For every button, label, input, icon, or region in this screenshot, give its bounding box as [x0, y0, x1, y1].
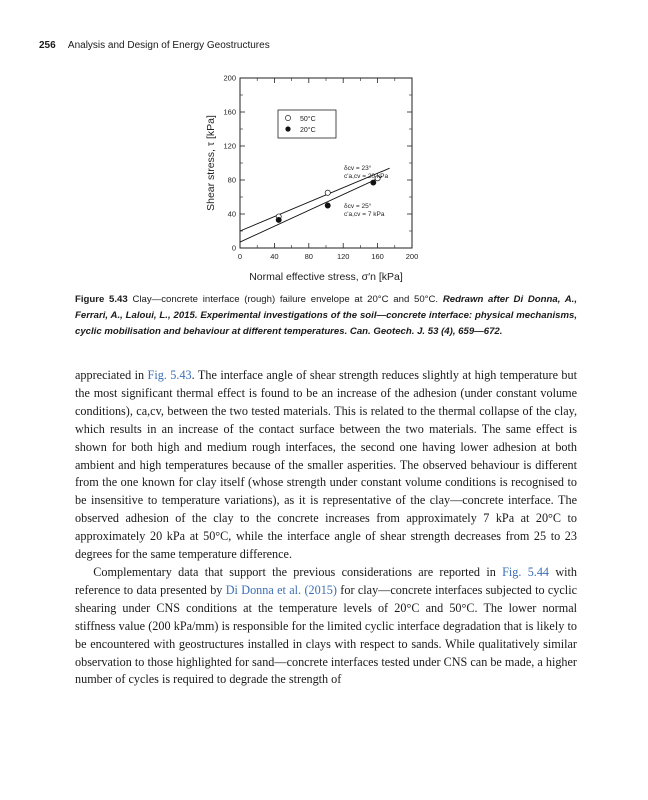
paragraph-2 [75, 564, 577, 689]
axis-ticks [240, 78, 412, 248]
y-tick-label: 200 [223, 73, 236, 83]
legend-label-20c: 20°C [300, 127, 316, 134]
y-tick-label: 80 [227, 175, 236, 185]
paragraph-1-text-b: . The interface angle of shear strength reduces slightly at high temperature but the most significant thermal effect is found to be an increase of the adhesion (under constant volume conditions), ca,cv, between the two tested materials. This is related to the thermal collapse of the clay, which results in an increase of the contact surface between the two materials. The same effect is shown for both high and medium rough interfaces, the second one having lower adhesion at both ambient and high temperatures because of the smaller asperities. The observed behaviour is different from the one known for clay itself (whose strength under constant volume conditions is recognised to be insensitive to temperature variations), as it is representative of the clay—concrete interface. The observed adhesion of the clay to the concrete increases from approximately 7 kPa at 20°C to approximately 20 kPa at 50°C, while the interface angle of shear strength decreases from 25 to 23 degrees for the same temperature difference. [75, 368, 577, 562]
legend-label-50c: 50°C [300, 116, 316, 123]
x-tick-label: 120 [336, 252, 350, 261]
y-tick-label: 40 [227, 209, 236, 219]
annotation-50c-delta: δcv = 23° [344, 165, 372, 172]
shear-stress-chart [196, 68, 436, 286]
paragraph-2-text-a: Complementary data that support the previous considerations are reported in [93, 564, 503, 579]
running-header [39, 40, 270, 51]
annotation-50c-adhesion: c'a,cv = 20 kPa [344, 173, 389, 180]
body-text [75, 367, 577, 689]
di-donna-2015-link[interactable]: Di Donna et al. (2015) [225, 582, 337, 597]
running-title: Analysis and Design of Energy Geostructures [67, 40, 270, 51]
figure-caption [75, 292, 577, 339]
page-number: 256 [39, 40, 56, 51]
x-tick-label: 160 [371, 252, 384, 261]
annotation-20c-delta: δcv = 25° [344, 203, 372, 210]
y-tick-label: 120 [223, 141, 236, 151]
fig-5-43-link[interactable]: Fig. 5.43 [147, 368, 192, 382]
data-point-20c [325, 203, 330, 208]
caption-text: Clay—concrete interface (rough) failure envelope at 20°C and 50°C. [132, 294, 439, 305]
x-axis-label: Normal effective stress, σ′n [kPa] [249, 271, 403, 283]
annotation-20c-adhesion: c'a,cv = 7 kPa [344, 211, 385, 218]
paragraph-2-text-c: for clay—concrete interfaces subjected to cyclic shearing under CNS conditions at the temperature levels of 20°C and 50°C. The lower normal stiffness value (200 kPa/mm) is responsible for the limited cyclic interface degradation that is likely to be encountered with geostructures installed in clays with respect to sands. While qualitatively similar observation to those highlighted for sand—concrete interfaces tested under CNS can be made, a higher number of cycles is required to degrade the strength of [75, 582, 577, 687]
x-tick-label: 200 [405, 252, 419, 261]
figure-label: Figure 5.43 [75, 294, 128, 305]
paragraph-1 [75, 367, 577, 564]
data-point-20c [276, 217, 281, 222]
data-point-20c [371, 180, 376, 185]
legend-marker-50c [285, 115, 290, 120]
y-tick-label: 0 [231, 243, 236, 253]
data-point-50c [325, 190, 330, 195]
paragraph-1-text-a: appreciated in [75, 368, 148, 382]
plot-frame [240, 78, 412, 248]
legend [278, 110, 336, 138]
legend-marker-20c [285, 126, 290, 131]
x-tick-label: 80 [304, 252, 313, 261]
fig-5-44-link[interactable]: Fig. 5.44 [502, 564, 550, 579]
x-tick-label: 40 [270, 252, 279, 261]
x-tick-label: 0 [237, 252, 243, 261]
paragraph-2-text-b: with reference to data presented by [75, 564, 577, 597]
y-axis-label: Shear stress, τ [kPa] [205, 115, 217, 211]
y-tick-label: 160 [223, 107, 236, 117]
tick-labels [223, 74, 418, 261]
caption-source: Redrawn after Di Donna, A., Ferrari, A., Laloui, L., 2015. Experimental investigations of the soil—concrete interface: physical mechanisms, cyclic mobilisation and behaviour at different temperatures. Can. Geotech. J. 53 (4), 659—672. [75, 294, 577, 337]
